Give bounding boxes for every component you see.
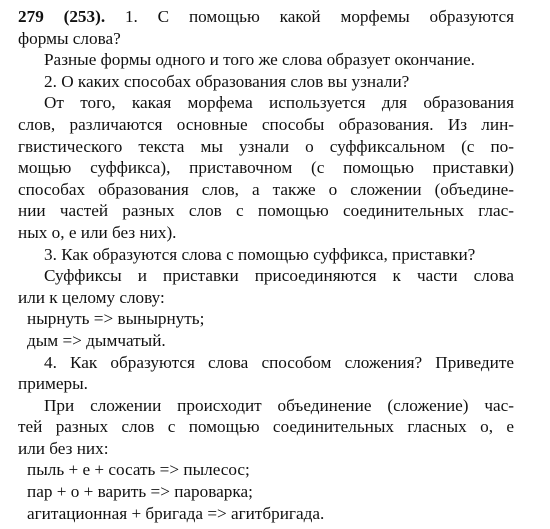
example-line: пар + о + варить => пароварка; [27,482,253,502]
question-3: 3. Как образуются слова с помощью суффикса, приставки? [44,244,476,264]
example-line: нырнуть => вынырнуть; [27,309,205,329]
example-line: агитационная + бригада => агитбригада. [27,503,325,523]
example-line: пыль + е + сосать => пылесос; [27,460,250,480]
answer-2-line: гвистического текста мы узнали о суффиксальном (с по- [18,136,514,156]
question-4: 4. Как образуются слова способом сложения? Приведите [44,352,514,372]
answer-4-line: тей разных слов с помощью соединительных гласных о, е [18,417,514,437]
answer-1: Разные формы одного и того же слова образует окончание. [44,50,475,70]
exercise-heading-line [18,6,514,28]
answer-4-line: При сложении происходит объединение (сложение) час- [44,395,514,415]
answer-2-line: ных о, е или без них). [18,222,177,242]
example-line: дым => дымчатый. [27,330,166,350]
question-1-text: 1. С помощью какой морфемы образуются [105,7,514,26]
answer-3-line: Суффиксы и приставки присоединяются к части слова [44,266,514,286]
answer-2-line: мощью суффикса), приставочном (с помощью приставки) [18,158,514,178]
exercise-number: 279 (253). [18,7,106,26]
question-4-continuation: примеры. [18,374,88,394]
answer-2-line: слов, различаются основные способы образования. Из лин- [18,114,514,134]
answer-2-line: способах образования слов, а также о сложении (объедине- [18,179,514,199]
question-1-continuation: формы слова? [18,28,121,48]
answer-4-line: или без них: [18,438,109,458]
answer-2-line: От того, какая морфема используется для образования [44,93,514,113]
answer-3-line: или к целому слову: [18,287,165,307]
answer-2-line: нии частей разных слов с помощью соединительных глас- [18,201,514,221]
question-2: 2. О каких способах образования слов вы узнали? [44,71,410,91]
textbook-page [18,6,514,524]
